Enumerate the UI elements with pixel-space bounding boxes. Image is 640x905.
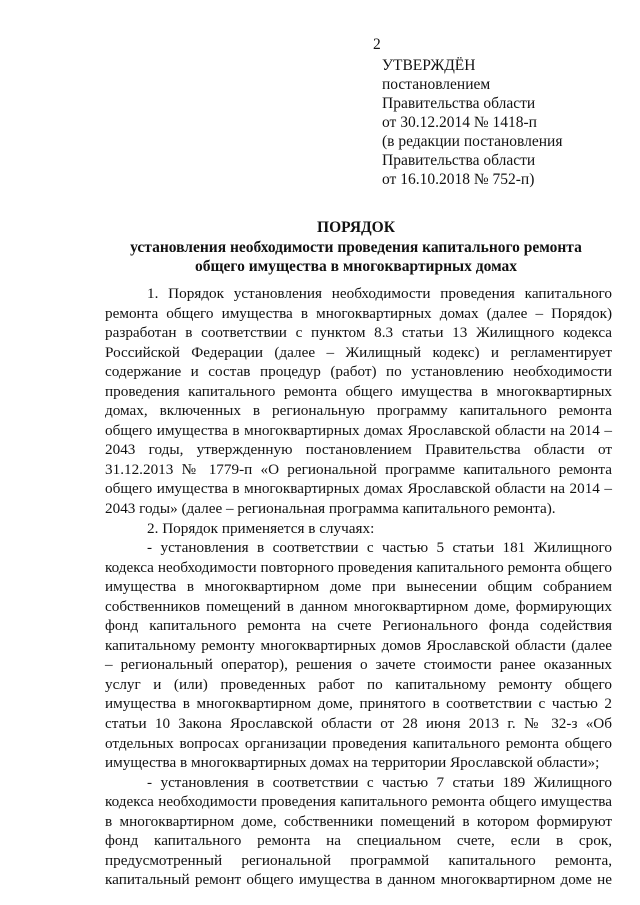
approval-line: (в редакции постановления xyxy=(382,133,563,150)
approval-line: Правительства области xyxy=(382,152,536,169)
body-paragraph: - установления в соответствии с частью 7 статьи 189 Жилищного кодекса необходимости проведения капитального ремонта общего имущества в многоквартирном доме, собственники помещений в котором формируют фонд капитального ремонта на специальном счете, если в срок, предусмотренный региональной программой капитального ремонта, капитальный ремонт общего имущества в данном многоквартирном доме не xyxy=(105,773,612,889)
approval-line: от 30.12.2014 № 1418-п xyxy=(382,114,537,131)
approval-line: Правительства области xyxy=(382,95,536,112)
document-heading xyxy=(0,218,640,277)
document-subtitle-line: общего имущества в многоквартирных домах xyxy=(194,258,518,275)
page-number: 2 xyxy=(373,36,381,53)
body-paragraph: - установления в соответствии с частью 5 статьи 181 Жилищного кодекса необходимости повторного проведения капитального ремонта общего имущества в многоквартирном доме при вынесении общим собранием собственников помещений в данном многоквартирном доме, формирующих фонд капитального ремонта на счете Регионального фонда содействия капитальному ремонту многоквартирных домов Ярославской области (далее – региональный оператор), решения о зачете стоимости ранее оказанных услуг и (или) проведенных работ по капитальному ремонту общего имущества в многоквартирном доме, принятого в соответствии с частью 2 статьи 10 Закона Ярославской области от 28 июня 2013 г. № 32-з «Об отдельных вопросах организации проведения капитального ремонта общего имущества в многоквартирных домах на территории Ярославской области»; xyxy=(105,539,612,772)
approval-stamp xyxy=(382,56,632,189)
document-title: ПОРЯДОК xyxy=(317,219,395,236)
approval-line: УТВЕРЖДЁН xyxy=(382,57,476,74)
approval-line: постановлением xyxy=(382,76,491,93)
document-body xyxy=(105,284,612,890)
document-subtitle-line: установления необходимости проведения капитального ремонта xyxy=(130,238,582,256)
body-paragraph: 1. Порядок установления необходимости проведения капитального ремонта общего имущества в многоквартирных домах (далее – Порядок) разработан в соответствии с пунктом 8.3 статьи 13 Жилищного кодекса Российской Федерации (далее – Жилищный кодекс) и регламентирует содержание и состав процедур (работ) по установлению необходимости проведения капитального ремонта общего имущества в многоквартирных домах, включенных в региональную программу капитального ремонта общего имущества в многоквартирных домах Ярославской области на 2014 – 2043 годы, утвержденную постановлением Правительства области от 31.12.2013 № 1779-п «О региональной программе капитального ремонта общего имущества в многоквартирных домах Ярославской области на 2014 – 2043 годы» (далее – региональная программа капитального ремонта). xyxy=(105,285,612,518)
approval-line: от 16.10.2018 № 752-п) xyxy=(382,171,535,188)
body-paragraph: 2. Порядок применяется в случаях: xyxy=(147,519,375,537)
